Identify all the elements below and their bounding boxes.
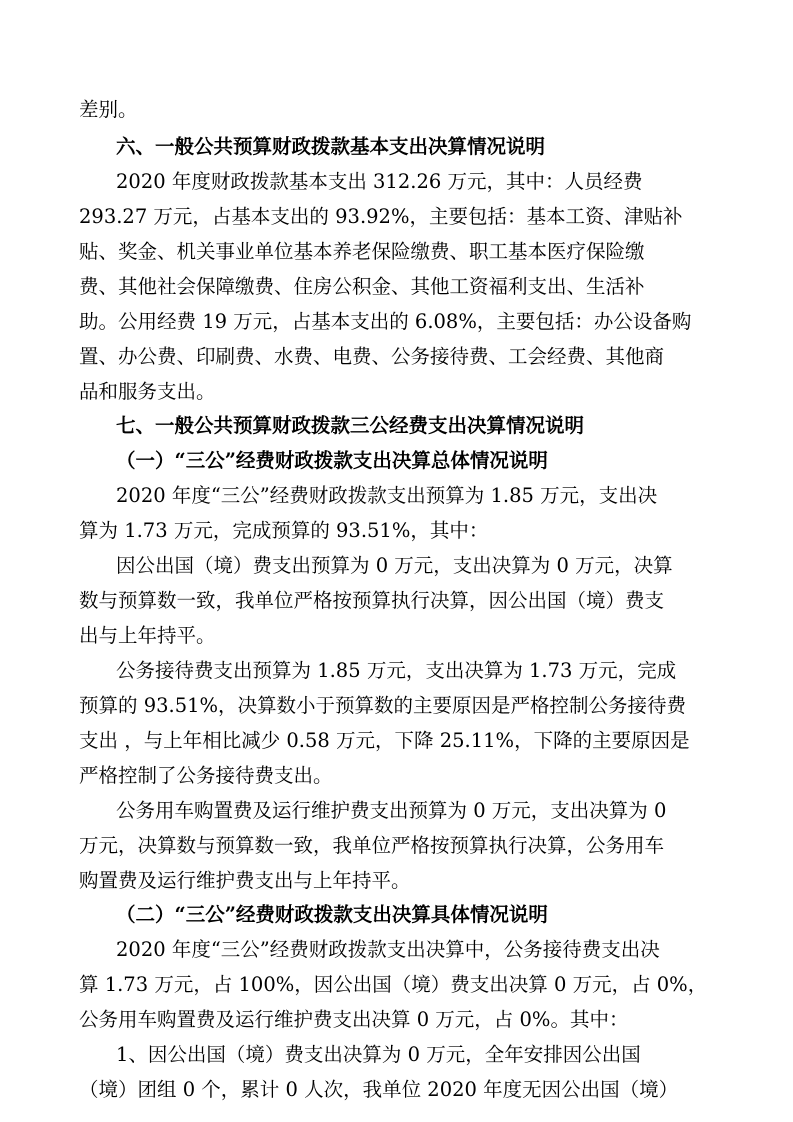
text-line: 因公出国（境）费支出预算为 0 万元，支出决算为 0 万元，决算 — [116, 554, 673, 577]
text-line: 2020 年度“三公”经费财政拨款支出预算为 1.85 万元，支出决 — [116, 484, 658, 507]
text-line: 2020 年度财政拨款基本支出 312.26 万元，其中：人员经费 — [116, 170, 643, 193]
subsection-heading: （一）“三公”经费财政拨款支出决算总体情况说明 — [116, 449, 548, 472]
subsection-heading: （二）“三公”经费财政拨款支出决算具体情况说明 — [116, 903, 548, 926]
text-line: 严格控制了公务接待费支出。 — [79, 764, 333, 787]
text-line: 置、办公费、印刷费、水费、电费、公务接待费、工会经费、其他商 — [79, 345, 665, 368]
text-line: 公务接待费支出预算为 1.85 万元，支出决算为 1.73 万元，完成 — [116, 659, 677, 682]
text-line: 数与预算数一致，我单位严格按预算执行决算，因公出国（境）费支 — [79, 589, 665, 612]
text-line: 支出 ，与上年相比减少 0.58 万元，下降 25.11%，下降的主要原因是 — [79, 729, 690, 752]
text-line: 公务用车购置费及运行维护费支出预算为 0 万元，支出决算为 0 — [116, 799, 667, 822]
text-line: 差别。 — [79, 98, 138, 121]
text-line: 助。公用经费 19 万元，占基本支出的 6.08%，主要包括：办公设备购 — [79, 310, 692, 333]
section-heading: 七、一般公共预算财政拨款三公经费支出决算情况说明 — [116, 414, 585, 437]
text-line: （境）团组 0 个，累计 0 人次，我单位 2020 年度无因公出国（境） — [79, 1078, 679, 1101]
text-line: 万元，决算数与预算数一致，我单位严格按预算执行决算，公务用车 — [79, 834, 665, 857]
text-line: 贴、奖金、机关事业单位基本养老保险缴费、职工基本医疗保险缴 — [79, 240, 645, 263]
text-line: 费、其他社会保障缴费、住房公积金、其他工资福利支出、生活补 — [79, 275, 645, 298]
text-line: 公务用车购置费及运行维护费支出决算 0 万元，占 0%。其中： — [79, 1008, 629, 1031]
section-heading: 六、一般公共预算财政拨款基本支出决算情况说明 — [116, 135, 546, 158]
text-line: 算 1.73 万元，占 100%，因公出国（境）费支出决算 0 万元，占 0%， — [79, 973, 708, 996]
text-line: 品和服务支出。 — [79, 380, 216, 403]
text-line: 购置费及运行维护费支出与上年持平。 — [79, 869, 411, 892]
text-line: 预算的 93.51%，决算数小于预算数的主要原因是严格控制公务接待费 — [79, 694, 687, 717]
text-line: 2020 年度“三公”经费财政拨款支出决算中，公务接待费支出决 — [116, 938, 660, 961]
text-line: 1、因公出国（境）费支出决算为 0 万元，全年安排因公出国 — [116, 1043, 641, 1066]
text-line: 出与上年持平。 — [79, 624, 216, 647]
text-line: 算为 1.73 万元，完成预算的 93.51%，其中： — [79, 519, 489, 542]
text-line: 293.27 万元，占基本支出的 93.92%，主要包括：基本工资、津贴补 — [79, 205, 683, 228]
